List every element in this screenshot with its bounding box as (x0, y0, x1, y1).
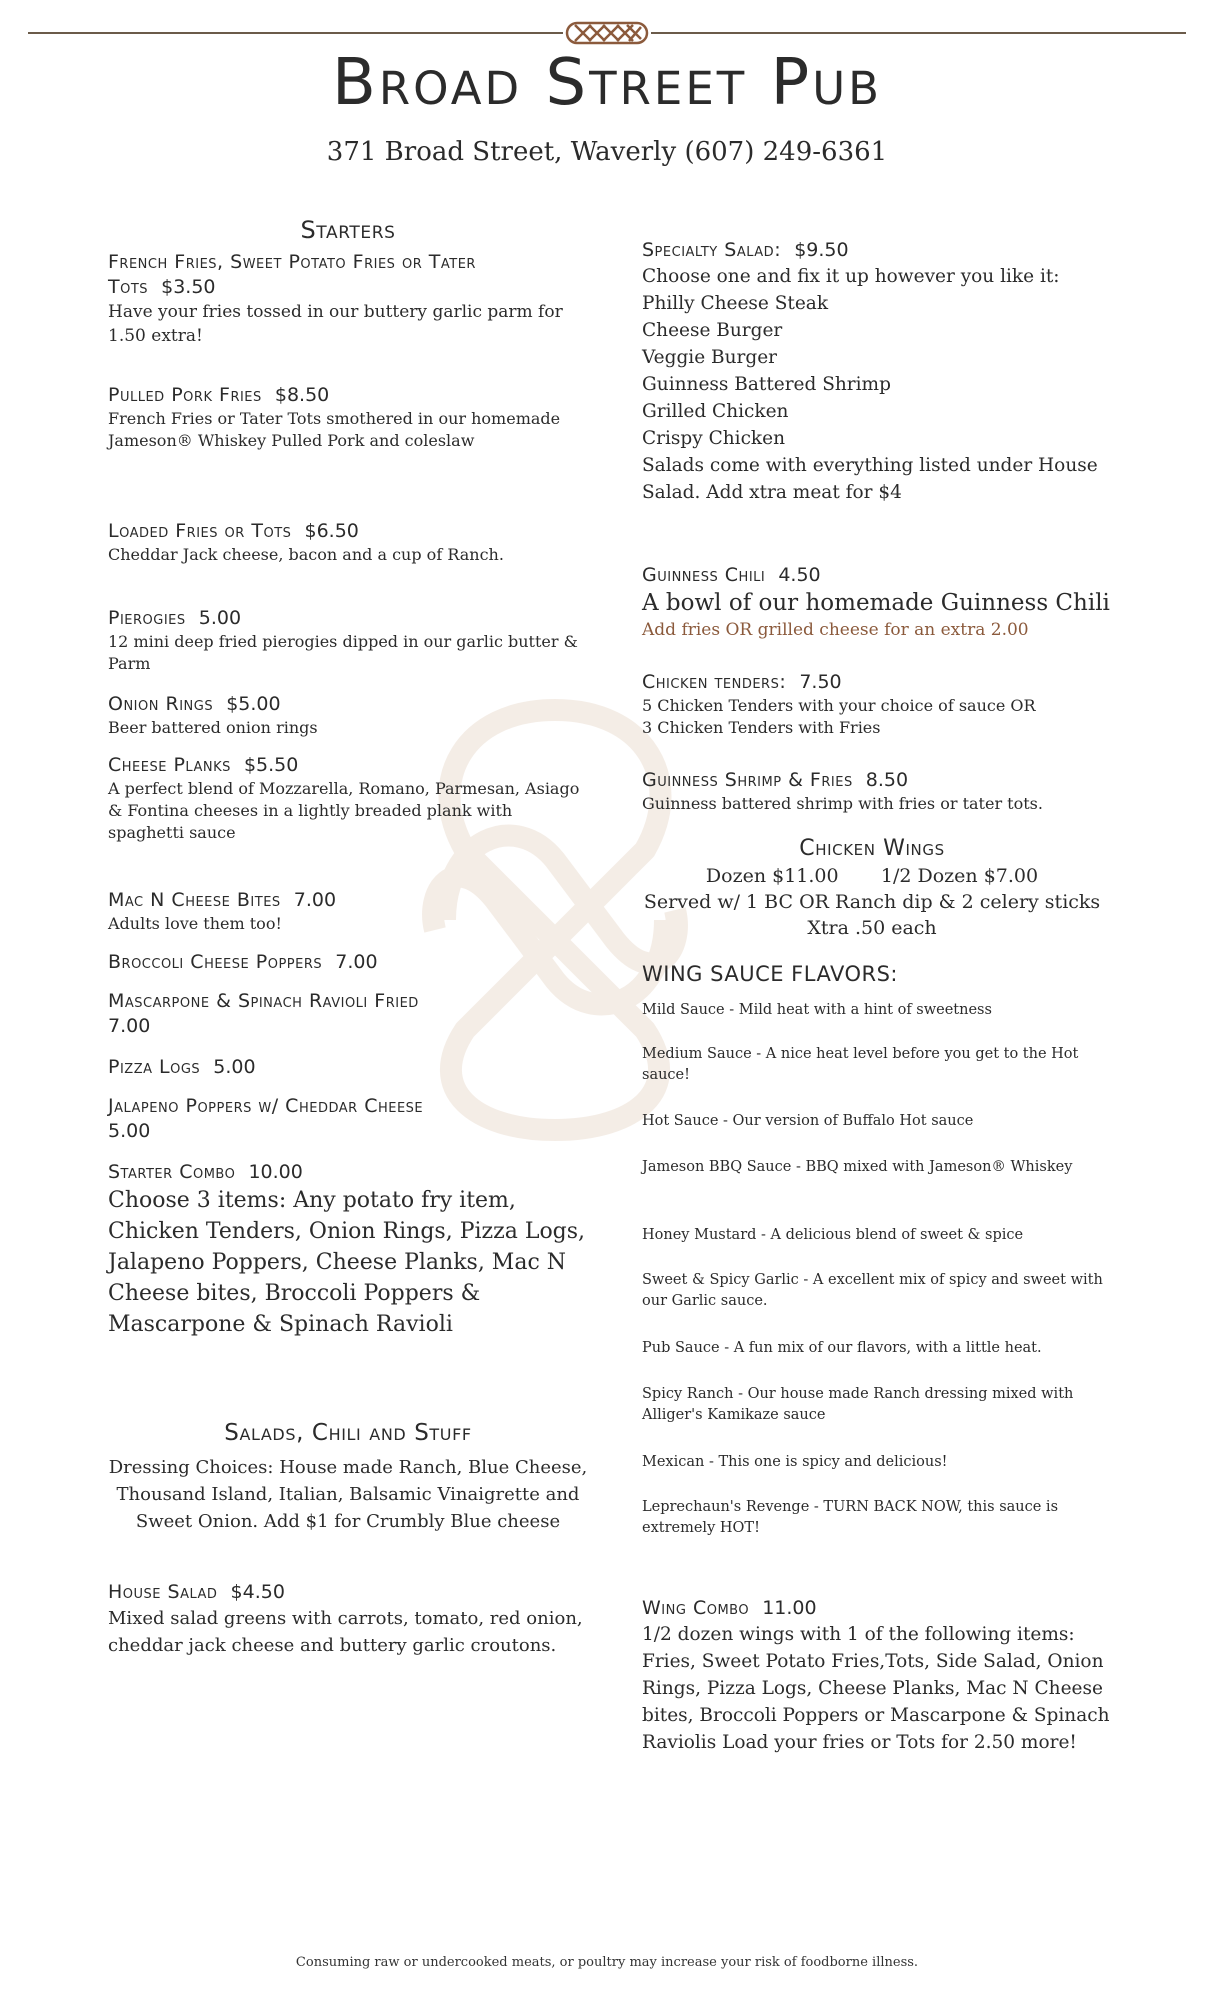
address: 371 Broad Street, Waverly (607) 249-6361 (326, 137, 888, 167)
menu-item-loaded-fries (108, 519, 588, 566)
item-price: 7.00 (293, 889, 337, 911)
item-name: Wing Combo (642, 1597, 750, 1619)
sauce-item: Leprechaun's Revenge - TURN BACK NOW, this sauce is extremely HOT! (642, 1499, 1059, 1536)
celtic-knot-icon (563, 18, 651, 48)
item-price: $4.50 (230, 1581, 285, 1603)
menu-item-mac-bites (108, 888, 588, 935)
item-name: Guinness Shrimp & Fries (642, 769, 853, 791)
sauce-item: Hot Sauce - Our version of Buffalo Hot sauce (642, 1113, 974, 1129)
item-desc: Adults love them too! (108, 914, 282, 933)
page-title: Broad Street Pub (331, 46, 883, 120)
salad-option: Grilled Chicken (642, 401, 789, 422)
item-price: 5.00 (198, 607, 242, 629)
item-name: Onion Rings (108, 693, 214, 715)
item-extra: Add fries OR grilled cheese for an extra 2.00 (642, 620, 1029, 640)
item-desc: A bowl of our homemade Guinness Chili (642, 590, 1110, 616)
item-price: $5.50 (243, 754, 299, 776)
item-name: Pizza Logs (108, 1056, 201, 1078)
salad-option: Crispy Chicken (642, 428, 786, 449)
wings-heading: Chicken Wings (799, 836, 945, 861)
item-price: 8.50 (865, 769, 909, 791)
wing-sauce-heading: WING SAUCE FLAVORS: (642, 962, 898, 986)
item-name: Guinness Chili (642, 564, 766, 586)
sauce-item: Jameson BBQ Sauce - BBQ mixed with Jameson® Whiskey (642, 1159, 1073, 1175)
sauce-item: Mild Sauce - Mild heat with a hint of sweetness (642, 1002, 992, 1018)
item-price: $9.50 (794, 239, 849, 261)
item-name: Broccoli Cheese Poppers (108, 951, 323, 973)
item-name: Mac N Cheese Bites (108, 889, 281, 911)
menu-item-cheese-planks (108, 753, 588, 844)
food-safety-disclaimer: Consuming raw or undercooked meats, or poultry may increase your risk of foodborne illness. (295, 1955, 919, 1970)
menu-item-ravioli (108, 989, 588, 1039)
wings-served: Served w/ 1 BC OR Ranch dip & 2 celery sticks (643, 891, 1101, 913)
item-desc: Have your fries tossed in our buttery garlic parm for 1.50 extra! (108, 302, 563, 346)
chicken-wings (642, 835, 1102, 941)
item-name: Loaded Fries or Tots (108, 520, 292, 542)
item-desc: 1/2 dozen wings with 1 of the following items: Fries, Sweet Potato Fries,Tots, Side Salad, Onion Rings, Pizza Logs, Cheese Planks, Mac N Cheese bites, Broccoli Poppers or Mascarpone & Spinach Raviolis Load your fries or Tots for 2.50 more! (642, 1624, 1110, 1753)
sauce-item: Pub Sauce - A fun mix of our flavors, with a little heat. (642, 1340, 1042, 1356)
item-desc: Beer battered onion rings (108, 718, 318, 737)
wings-dozen: Dozen $11.00 (705, 865, 839, 887)
item-name: House Salad (108, 1581, 218, 1603)
item-price: 7.50 (799, 671, 842, 693)
item-price: 4.50 (778, 564, 821, 586)
item-price: 11.00 (762, 1597, 817, 1619)
menu-item-specialty-salad (642, 238, 1132, 506)
menu-item-guinness-shrimp (642, 768, 1132, 815)
item-desc: A perfect blend of Mozzarella, Romano, Parmesan, Asiago & Fontina cheeses in a lightly breaded plank with spaghetti sauce (108, 779, 580, 842)
item-desc: Choose 3 items: Any potato fry item, Chicken Tenders, Onion Rings, Pizza Logs, Jalapeno Poppers, Cheese Planks, Mac N Cheese bites, Broccoli Poppers & Mascarpone & Spinach Ravioli (108, 1188, 586, 1337)
item-price: 5.00 (213, 1056, 256, 1078)
item-price: 7.00 (108, 1015, 151, 1037)
menu-item-pulled-pork (108, 383, 588, 452)
item-desc: Guinness battered shrimp with fries or tater tots. (642, 794, 1043, 813)
item-desc: 12 mini deep fried pierogies dipped in our garlic butter & Parm (108, 632, 578, 673)
item-name: Mascarpone & Spinach Ravioli Fried (108, 990, 419, 1012)
item-price: $5.00 (226, 693, 281, 715)
item-intro: Choose one and fix it up however you like it: (642, 266, 1060, 287)
salad-option: Philly Cheese Steak (642, 293, 829, 314)
item-price: $3.50 (161, 276, 216, 298)
item-price: $8.50 (274, 384, 330, 406)
item-name: French Fries, Sweet Potato Fries or Tater Tots (108, 251, 476, 298)
item-price: $6.50 (304, 520, 359, 542)
starters-heading: Starters (300, 216, 396, 244)
wings-half-dozen: 1/2 Dozen $7.00 (880, 865, 1039, 887)
item-name: Specialty Salad: (642, 239, 782, 261)
menu-item-broccoli-poppers (108, 950, 588, 975)
menu-item-pizza-logs (108, 1055, 588, 1080)
dressing-choices: Dressing Choices: House made Ranch, Blue Cheese, Thousand Island, Italian, Balsamic Vinaigrette and Sweet Onion. Add $1 for Crumbly Blue cheese (108, 1457, 588, 1532)
sauce-item: Medium Sauce - A nice heat level before you get to the Hot sauce! (642, 1046, 1079, 1083)
item-desc: French Fries or Tater Tots smothered in our homemade Jameson® Whiskey Pulled Pork and coleslaw (108, 409, 561, 450)
sauce-item: Mexican - This one is spicy and delicious! (642, 1454, 948, 1470)
sauce-item: Honey Mustard - A delicious blend of sweet & spice (642, 1227, 1024, 1243)
item-name: Jalapeno Poppers w/ Cheddar Cheese (108, 1095, 424, 1117)
menu-item-chicken-tenders (642, 670, 1132, 739)
item-desc: 5 Chicken Tenders with your choice of sauce OR (642, 696, 1036, 715)
menu-item-wing-combo (642, 1596, 1122, 1756)
menu-item-starter-combo (108, 1160, 588, 1340)
menu-item-onion-rings (108, 692, 588, 739)
item-note: Salads come with everything listed under House Salad. Add xtra meat for $4 (642, 455, 1098, 503)
menu-item-pierogies (108, 606, 588, 675)
salad-option: Veggie Burger (642, 347, 778, 368)
item-price: 7.00 (335, 951, 378, 973)
salad-option: Cheese Burger (642, 320, 783, 341)
menu-item-guinness-chili (642, 563, 1132, 642)
salads-heading: Salads, Chili and Stuff (224, 1420, 472, 1446)
wings-extra: Xtra .50 each (807, 917, 937, 939)
item-name: Pulled Pork Fries (108, 384, 262, 406)
item-name: Starter Combo (108, 1161, 236, 1183)
salad-option: Guinness Battered Shrimp (642, 374, 891, 395)
menu-item-jalapeno-poppers (108, 1094, 588, 1144)
sauce-item: Spicy Ranch - Our house made Ranch dressing mixed with Alliger's Kamikaze sauce (642, 1386, 1074, 1423)
menu-item-french-fries (108, 250, 588, 348)
menu-item-house-salad (108, 1580, 588, 1659)
sauce-item: Sweet & Spicy Garlic - A excellent mix of spicy and sweet with our Garlic sauce. (642, 1272, 1103, 1309)
item-desc: 3 Chicken Tenders with Fries (642, 718, 881, 737)
item-price: 5.00 (108, 1120, 151, 1142)
item-desc: Cheddar Jack cheese, bacon and a cup of Ranch. (108, 545, 504, 564)
item-name: Chicken tenders: (642, 671, 787, 693)
item-price: 10.00 (248, 1161, 303, 1183)
item-name: Cheese Planks (108, 754, 231, 776)
item-desc: Mixed salad greens with carrots, tomato, red onion, cheddar jack cheese and buttery garlic croutons. (108, 1608, 583, 1656)
item-name: Pierogies (108, 607, 186, 629)
